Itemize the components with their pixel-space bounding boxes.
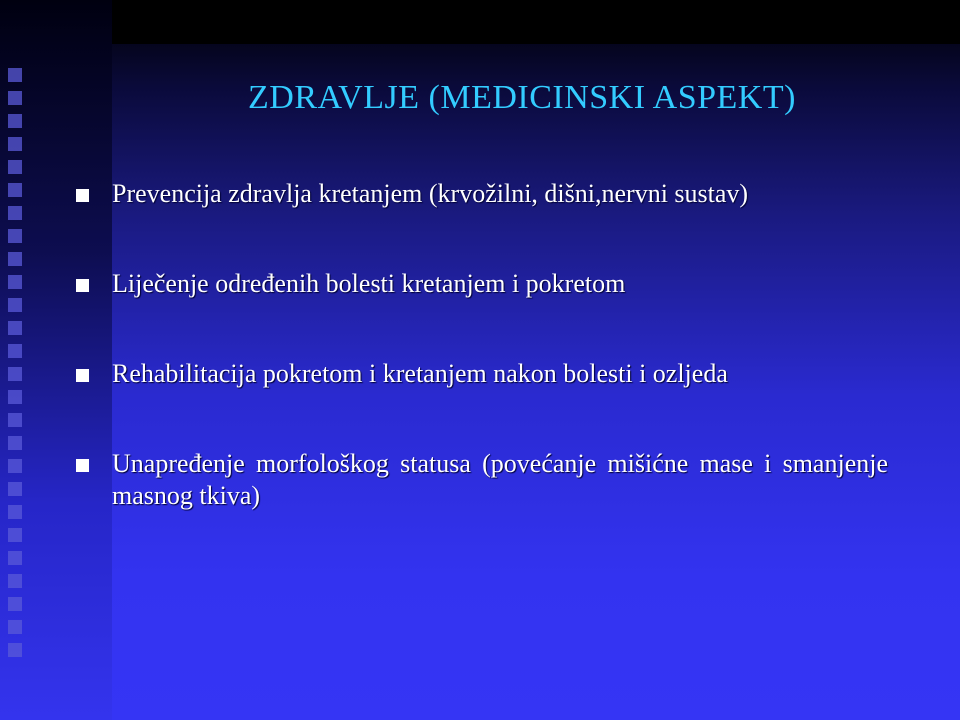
decorative-square	[8, 91, 22, 105]
decorative-square	[8, 252, 22, 266]
decorative-square	[8, 551, 22, 565]
bullet-item	[76, 448, 896, 512]
square-bullet-icon	[76, 279, 89, 292]
decorative-square	[8, 459, 22, 473]
decorative-square	[8, 137, 22, 151]
decorative-square	[8, 206, 22, 220]
slide-title: ZDRAVLJE (MEDICINSKI ASPEKT)	[248, 78, 796, 116]
decorative-square	[8, 390, 22, 404]
bullet-text: Rehabilitacija pokretom i kretanjem nakon bolesti i ozljeda	[112, 359, 728, 388]
decorative-square	[8, 298, 22, 312]
decorative-square	[8, 643, 22, 657]
decorative-square	[8, 229, 22, 243]
bullet-text: Liječenje određenih bolesti kretanjem i pokretom	[112, 269, 626, 298]
decorative-square	[8, 367, 22, 381]
square-bullet-icon	[76, 369, 89, 382]
decorative-square	[8, 574, 22, 588]
decorative-square	[8, 505, 22, 519]
decorative-square	[8, 436, 22, 450]
decorative-square	[8, 183, 22, 197]
decorative-square	[8, 528, 22, 542]
bullet-item	[76, 358, 896, 390]
decorative-square	[8, 620, 22, 634]
decorative-square	[8, 482, 22, 496]
square-bullet-icon	[76, 459, 89, 472]
decorative-square	[8, 413, 22, 427]
bullet-list	[76, 178, 896, 570]
bullet-item	[76, 268, 896, 300]
decorative-square	[8, 275, 22, 289]
bullet-item	[76, 178, 896, 210]
square-bullet-icon	[76, 189, 89, 202]
decorative-square	[8, 321, 22, 335]
decorative-square-column	[8, 68, 24, 666]
top-decorative-band	[112, 0, 960, 44]
decorative-square	[8, 597, 22, 611]
bullet-text: Prevencija zdravlja kretanjem (krvožilni, dišni,nervni sustav)	[112, 179, 749, 208]
decorative-square	[8, 114, 22, 128]
bullet-text: Unapređenje morfološkog statusa (povećanje mišićne mase i smanjenje masnog tkiva)	[112, 449, 888, 510]
decorative-square	[8, 344, 22, 358]
decorative-square	[8, 160, 22, 174]
decorative-square	[8, 68, 22, 82]
